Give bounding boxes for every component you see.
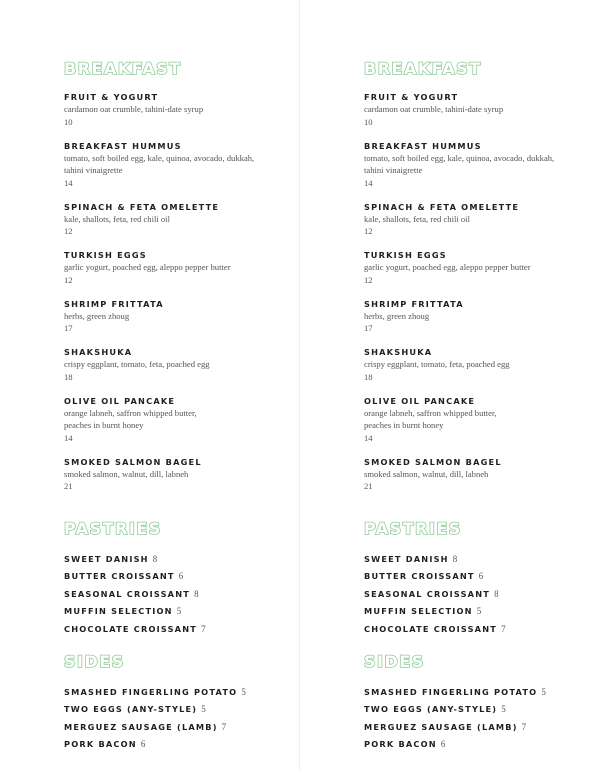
breakfast-heading: BREAKFAST [64, 59, 182, 78]
item-description: crispy eggplant, tomato, feta, poached egg [64, 359, 210, 369]
item-price: 18 [364, 371, 373, 382]
item-description: kale, shallots, feta, red chili oil [64, 213, 170, 224]
item-price: 8 [152, 554, 158, 564]
item-price: 7 [221, 721, 227, 732]
menu-item [64, 549, 294, 566]
item-name: SWEET DANISH [364, 554, 449, 564]
item-name: BUTTER CROISSANT [364, 571, 475, 582]
item-price: 5 [501, 704, 506, 715]
item-name: SEASONAL CROISSANT [64, 588, 191, 599]
item-name: SEASONAL CROISSANT [364, 588, 491, 599]
item-price: 12 [64, 226, 73, 236]
item-description: smoked salmon, walnut, dill, labneh [64, 468, 189, 479]
menu-item [364, 549, 594, 566]
menu-item [64, 734, 294, 751]
menu-item [364, 395, 594, 445]
item-price: 7 [201, 623, 206, 634]
menu-item [64, 140, 294, 190]
item-price: 5 [241, 686, 246, 697]
item-name: PORK BACON [364, 739, 437, 750]
menu-item [364, 584, 594, 601]
item-price: 5 [476, 606, 482, 617]
item-price: 5 [201, 704, 206, 715]
item-price: 6 [440, 739, 446, 750]
item-name: TWO EGGS (ANY-STYLE) [364, 704, 498, 715]
menu-item [364, 601, 594, 618]
menu-column-left [64, 60, 294, 752]
item-name: OLIVE OIL PANCAKE [64, 395, 176, 406]
item-name: SHRIMP FRITTATA [364, 298, 464, 309]
item-name: SMASHED FINGERLING POTATO [364, 686, 538, 697]
menu-item [64, 395, 294, 445]
pastries-heading: PASTRIES [64, 519, 162, 538]
item-name: TWO EGGS (ANY-STYLE) [64, 704, 198, 715]
item-price: 14 [364, 432, 373, 443]
item-description: garlic yogurt, poached egg, aleppo pepper butter [64, 262, 231, 272]
item-price: 21 [364, 481, 373, 491]
item-name: CHOCOLATE CROISSANT [364, 623, 498, 634]
item-price: 6 [478, 571, 484, 582]
item-description: kale, shallots, feta, red chili oil [364, 213, 470, 224]
item-price: 14 [64, 432, 73, 443]
menu-item [364, 346, 594, 384]
item-price: 17 [64, 323, 73, 333]
item-description: cardamon oat crumble, tahini-date syrup [64, 104, 204, 114]
pastries-section [364, 520, 594, 636]
item-price: 8 [194, 588, 199, 599]
item-price: 8 [494, 588, 499, 599]
item-name: BREAKFAST HUMMUS [64, 140, 182, 151]
menu-item [364, 717, 594, 734]
item-price: 14 [364, 177, 373, 188]
item-name: SMASHED FINGERLING POTATO [64, 686, 238, 697]
item-price: 6 [140, 739, 146, 750]
menu-item [364, 566, 594, 583]
menu-item [364, 201, 594, 239]
item-price: 7 [521, 721, 527, 732]
item-name: BUTTER CROISSANT [64, 571, 175, 582]
item-description: herbs, green zhoug [364, 310, 430, 321]
item-price: 8 [452, 554, 458, 564]
menu-item [64, 699, 294, 716]
menu-item [364, 456, 594, 494]
item-name: MERGUEZ SAUSAGE (LAMB) [64, 721, 218, 732]
item-price: 5 [541, 686, 546, 697]
pastries-section [64, 520, 294, 636]
item-price: 10 [364, 116, 373, 127]
menu-item [64, 682, 294, 699]
menu-item [64, 346, 294, 384]
item-name: CHOCOLATE CROISSANT [64, 623, 198, 634]
item-name: OLIVE OIL PANCAKE [364, 395, 476, 406]
sides-heading: SIDES [64, 651, 125, 671]
item-description: tomato, soft boiled egg, kale, quinoa, avocado, dukkah, tahini vinaigrette [364, 152, 555, 175]
menu-item [64, 619, 294, 636]
item-description: crispy eggplant, tomato, feta, poached egg [364, 359, 510, 369]
item-name: PORK BACON [64, 739, 137, 750]
item-name: SPINACH & FETA OMELETTE [64, 201, 220, 212]
item-price: 5 [176, 606, 182, 617]
item-price: 12 [364, 226, 373, 236]
item-description: orange labneh, saffron whipped butter, peaches in burnt honey [364, 407, 497, 430]
menu-item [64, 201, 294, 239]
menu-item [364, 91, 594, 129]
item-description: garlic yogurt, poached egg, aleppo pepper butter [364, 262, 531, 272]
menu-item [64, 456, 294, 494]
item-description: cardamon oat crumble, tahini-date syrup [364, 104, 504, 114]
menu-item [364, 699, 594, 716]
breakfast-section [64, 60, 294, 493]
item-price: 18 [64, 371, 73, 382]
item-name: FRUIT & YOGURT [64, 92, 159, 102]
menu-item [64, 249, 294, 287]
menu-item [64, 601, 294, 618]
item-price: 6 [178, 571, 184, 582]
item-name: SWEET DANISH [64, 554, 149, 564]
pastries-heading: PASTRIES [364, 519, 462, 538]
item-price: 7 [501, 623, 506, 634]
item-name: SHAKSHUKA [64, 347, 133, 357]
item-description: tomato, soft boiled egg, kale, quinoa, avocado, dukkah, tahini vinaigrette [64, 152, 255, 175]
sides-heading: SIDES [364, 651, 425, 671]
menu-item [64, 298, 294, 336]
menu-item [364, 734, 594, 751]
menu-item [364, 140, 594, 190]
item-name: SHRIMP FRITTATA [64, 298, 164, 309]
item-description: smoked salmon, walnut, dill, labneh [364, 468, 489, 479]
item-name: BREAKFAST HUMMUS [364, 140, 482, 151]
item-price: 14 [64, 177, 73, 188]
item-description: orange labneh, saffron whipped butter, peaches in burnt honey [64, 407, 197, 430]
menu-item [364, 682, 594, 699]
item-name: MERGUEZ SAUSAGE (LAMB) [364, 721, 518, 732]
item-name: SMOKED SALMON BAGEL [64, 456, 202, 467]
item-name: SHAKSHUKA [364, 347, 433, 357]
menu-item [64, 566, 294, 583]
item-name: SMOKED SALMON BAGEL [364, 456, 502, 467]
item-price: 21 [64, 481, 73, 491]
item-name: TURKISH EGGS [64, 250, 147, 260]
item-price: 12 [364, 274, 373, 285]
breakfast-section [364, 60, 594, 493]
menu-item [364, 619, 594, 636]
menu-item [364, 249, 594, 287]
sides-section [64, 653, 294, 752]
menu-item [64, 91, 294, 129]
menu-item [364, 298, 594, 336]
item-name: SPINACH & FETA OMELETTE [364, 201, 520, 212]
page-divider [299, 0, 300, 771]
item-description: herbs, green zhoug [64, 310, 130, 321]
item-price: 12 [64, 274, 73, 285]
item-name: MUFFIN SELECTION [364, 606, 473, 617]
menu-item [64, 717, 294, 734]
item-price: 17 [364, 323, 373, 333]
item-name: FRUIT & YOGURT [364, 92, 459, 102]
item-price: 10 [64, 116, 73, 127]
menu-column-right [364, 60, 594, 752]
menu-item [64, 584, 294, 601]
breakfast-heading: BREAKFAST [364, 59, 482, 78]
item-name: TURKISH EGGS [364, 250, 447, 260]
item-name: MUFFIN SELECTION [64, 606, 173, 617]
sides-section [364, 653, 594, 752]
